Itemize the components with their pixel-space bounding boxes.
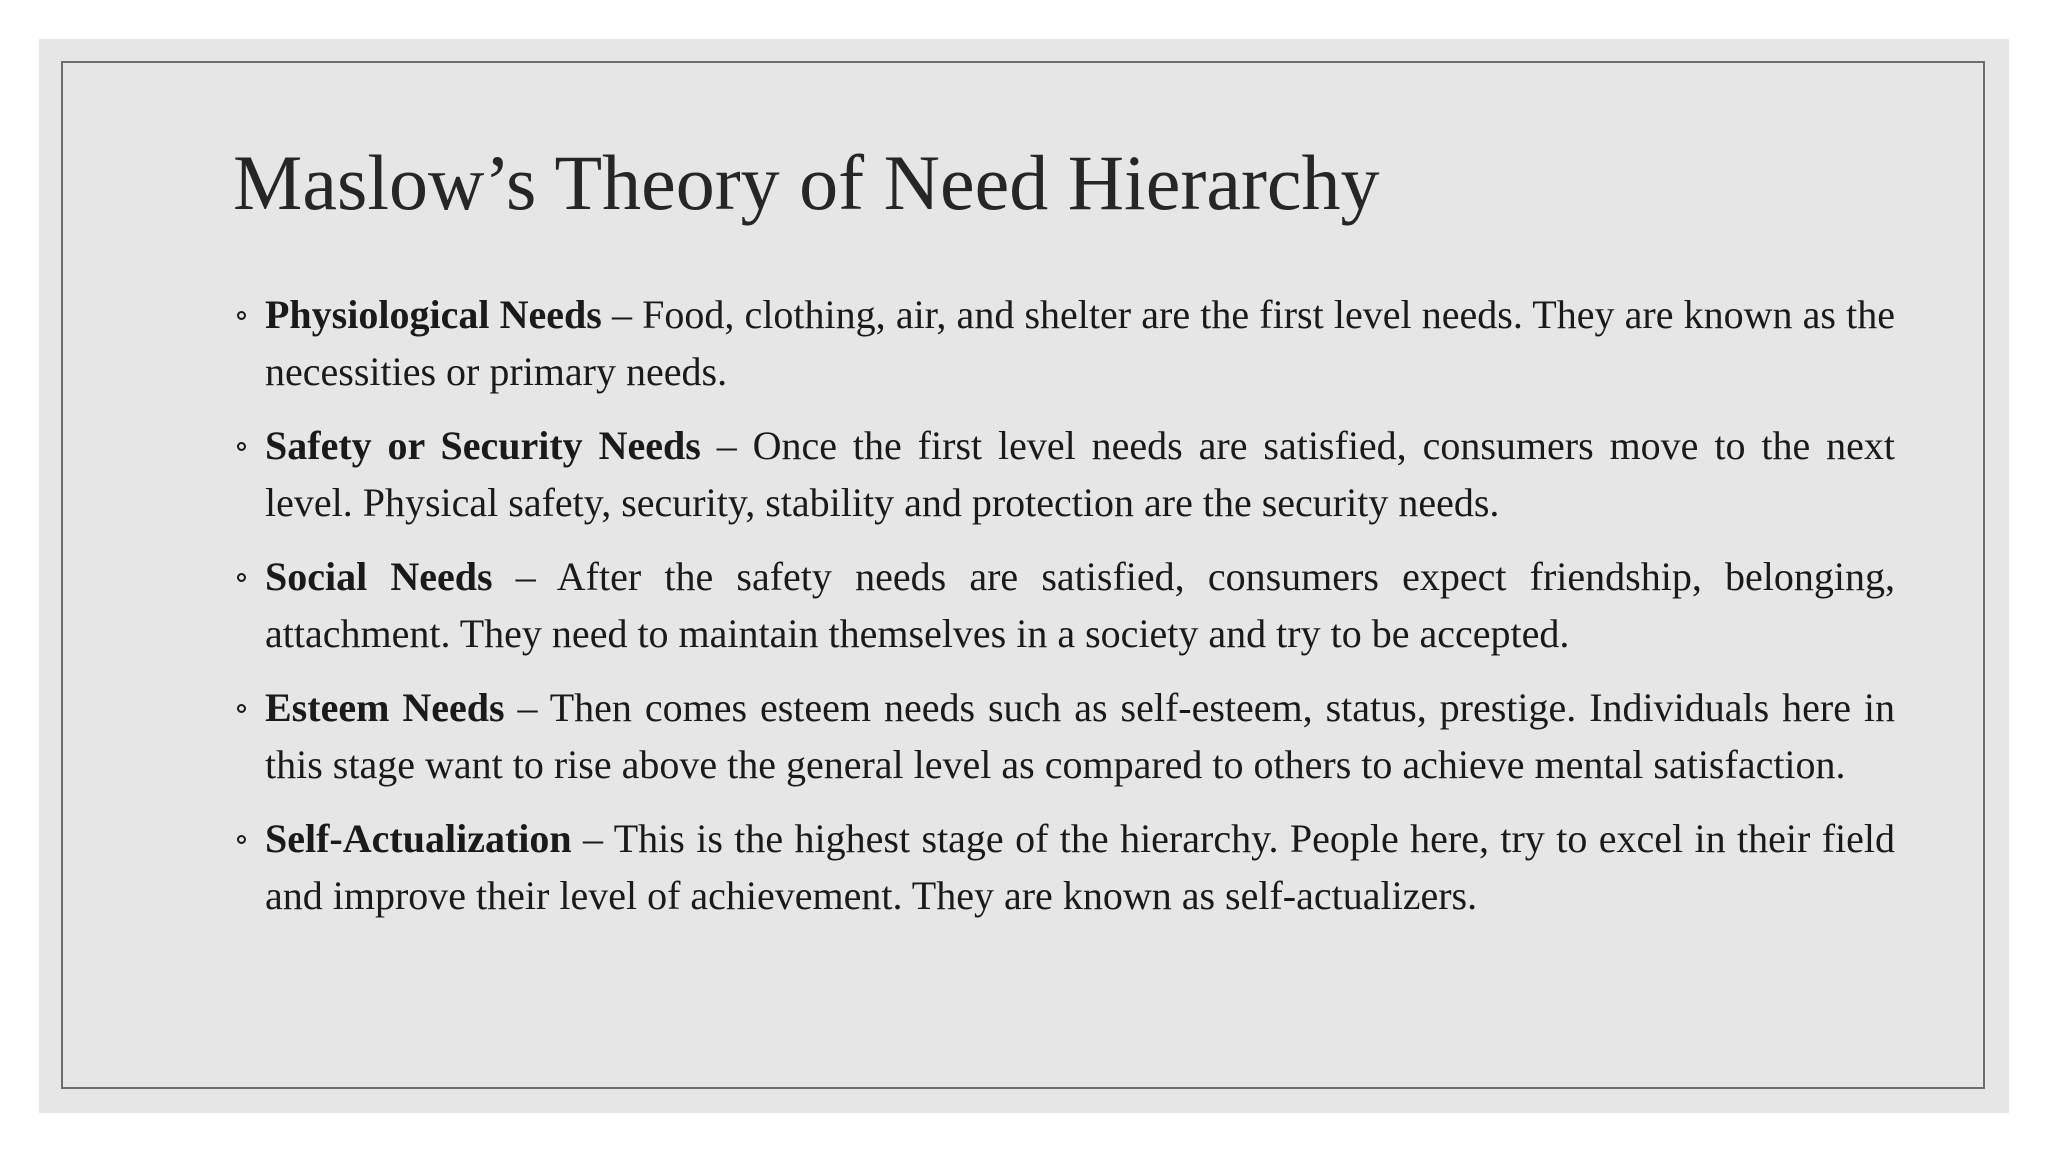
bullet-term: Self-Actualization bbox=[265, 816, 572, 861]
hollow-circle-bullet-icon bbox=[237, 704, 246, 713]
bullet-separator: – bbox=[492, 554, 557, 599]
bullet-separator: – bbox=[601, 292, 643, 337]
bullet-item-social-needs bbox=[233, 549, 1895, 662]
slide bbox=[39, 39, 2009, 1113]
bullet-text: Once the first level needs are satisfied, consumers move to the next level. Physical safety, security, stability and protection are the security needs. bbox=[265, 423, 1895, 525]
hollow-circle-bullet-icon bbox=[237, 573, 246, 582]
bullet-item-esteem-needs bbox=[233, 680, 1895, 793]
bullet-text: Food, clothing, air, and shelter are the first level needs. They are known as the necessities or primary needs. bbox=[265, 292, 1896, 394]
hollow-circle-bullet-icon bbox=[237, 311, 246, 320]
bullet-separator: – bbox=[504, 685, 550, 730]
bullet-text: Then comes esteem needs such as self-esteem, status, prestige. Individuals here in this stage want to rise above the general level as compared to others to achieve mental satisfaction. bbox=[265, 685, 1895, 787]
bullet-term: Safety or Security Needs bbox=[265, 423, 701, 468]
bullet-item-safety-needs bbox=[233, 418, 1895, 531]
bullet-text: This is the highest stage of the hierarchy. People here, try to excel in their field and improve their level of achievement. They are known as self-actualizers. bbox=[265, 816, 1895, 918]
bullet-term: Social Needs bbox=[265, 554, 493, 599]
hollow-circle-bullet-icon bbox=[237, 442, 246, 451]
bullet-term: Esteem Needs bbox=[265, 685, 505, 730]
bullet-separator: – bbox=[700, 423, 753, 468]
slide-title: Maslow’s Theory of Need Hierarchy bbox=[233, 139, 1380, 226]
hollow-circle-bullet-icon bbox=[237, 835, 246, 844]
bullet-item-physiological-needs bbox=[233, 287, 1895, 400]
bullet-separator: – bbox=[571, 816, 614, 861]
bullet-term: Physiological Needs bbox=[265, 292, 602, 337]
bullet-text: After the safety needs are satisfied, consumers expect friendship, belonging, attachment. They need to maintain themselves in a society and try to be accepted. bbox=[265, 554, 1895, 656]
bullet-item-self-actualization bbox=[233, 811, 1895, 924]
bullet-list bbox=[233, 287, 1895, 942]
